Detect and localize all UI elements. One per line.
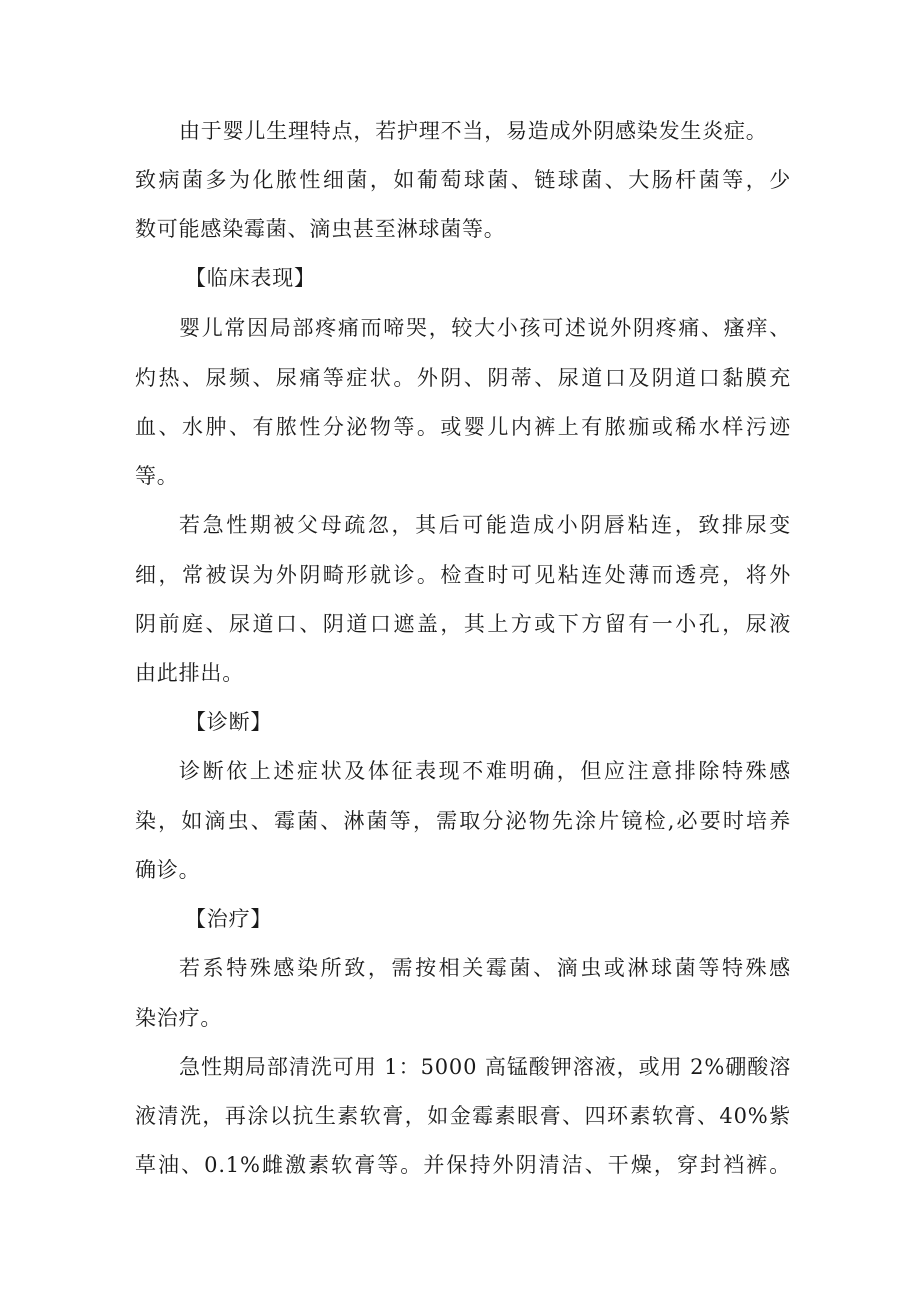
text-line: 由此排出。 bbox=[135, 661, 244, 685]
section-heading-clinical: 【临床表现】 bbox=[185, 266, 316, 290]
section-heading-treatment: 【治疗】 bbox=[185, 907, 273, 931]
text-line: 液清洗，再涂以抗生素软膏，如金霉素眼膏、四环素软膏、40%紫 bbox=[135, 1104, 791, 1128]
text-line: 草油、0.1%雌激素软膏等。并保持外阴清洁、干燥，穿封裆裤。 bbox=[135, 1153, 791, 1177]
text-line: 由于婴儿生理特点，若护理不当，易造成外阴感染发生炎症。 bbox=[179, 119, 768, 143]
text-line: 血、水肿、有脓性分泌物等。或婴儿内裤上有脓痂或稀水样污迹 bbox=[135, 415, 791, 439]
text-line: 等。 bbox=[135, 464, 179, 488]
text-line: 阴前庭、尿道口、阴道口遮盖，其上方或下方留有一小孔，尿液 bbox=[135, 612, 791, 636]
text-line: 数可能感染霉菌、滴虫甚至淋球菌等。 bbox=[135, 217, 506, 241]
text-line: 确诊。 bbox=[135, 858, 201, 882]
text-line: 染治疗。 bbox=[135, 1006, 223, 1030]
text-line: 若系特殊感染所致，需按相关霉菌、滴虫或淋球菌等特殊感 bbox=[179, 956, 791, 980]
text-line: 致病菌多为化脓性细菌，如葡萄球菌、链球菌、大肠杆菌等，少 bbox=[135, 168, 791, 192]
text-line: 若急性期被父母疏忽，其后可能造成小阴唇粘连，致排尿变 bbox=[179, 513, 791, 537]
section-heading-diagnosis: 【诊断】 bbox=[185, 710, 273, 734]
text-line: 婴儿常因局部疼痛而啼哭，较大小孩可述说外阴疼痛、瘙痒、 bbox=[179, 316, 791, 340]
text-line: 诊断依上述症状及体征表现不难明确，但应注意排除特殊感 bbox=[179, 759, 791, 783]
text-line: 染，如滴虫、霉菌、淋菌等，需取分泌物先涂片镜检,必要时培养 bbox=[135, 809, 791, 833]
text-line: 急性期局部清洗可用 1：5000 高锰酸钾溶液，或用 2%硼酸溶 bbox=[179, 1055, 791, 1079]
text-line: 细，常被误为外阴畸形就诊。检查时可见粘连处薄而透亮，将外 bbox=[135, 563, 791, 587]
text-line: 灼热、尿频、尿痛等症状。外阴、阴蒂、尿道口及阴道口黏膜充 bbox=[135, 366, 791, 390]
